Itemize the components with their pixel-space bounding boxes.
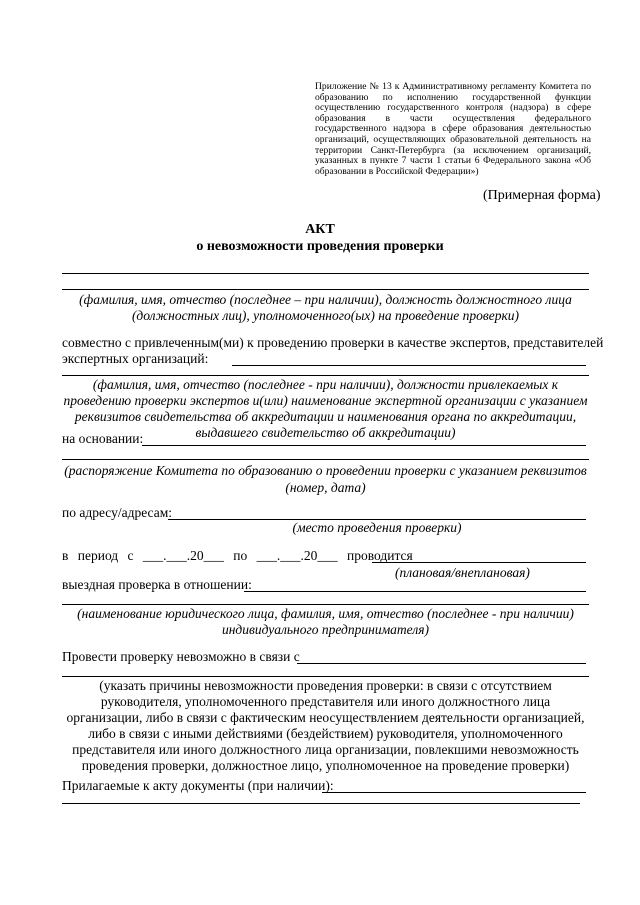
basis-field[interactable] [142,445,586,446]
sample-form-label: (Примерная форма) [483,188,601,203]
impossible-line[interactable] [62,676,589,677]
hint-experts: (фамилия, имя, отчество (последнее - при наличии), должности привлекаемых к проведению проверки экспертов и(или) наименование экспертной организации с указанием реквизитов свидетельства об аккредитации и наименования органа по аккредитации, выдавшего свидетельство об аккредитации) [63,377,588,440]
hint-period: (плановая/внеплановая) [395,565,530,580]
attachments-field[interactable] [322,792,586,793]
hint-basis: (распоряжение Комитета по образованию о проведении проверки с указанием реквизитов (номер, дата) [64,463,587,495]
period-text: в период с ___.___.20___ по ___.___.20___ проводится [62,548,413,563]
hint-onsite: (наименование юридического лица, фамилия, имя, отчество (последнее - при наличии) индивидуального предпринимателя) [77,606,574,637]
onsite-field[interactable] [244,591,586,592]
experts-text-2: экспертных организаций: [62,351,209,366]
hint-official: (фамилия, имя, отчество (последнее – при наличии), должность должностного лица (должностных лиц), уполномоченного(ых) на проведение проверки) [79,292,572,323]
attachments-label: Прилагаемые к акту документы (при наличии): [62,778,334,793]
basis-label: на основании: [62,431,144,446]
onsite-line[interactable] [62,604,589,605]
experts-line[interactable] [62,375,589,376]
onsite-label: выездная проверка в отношении: [62,577,252,592]
page-subtitle: о невозможности проведения проверки [196,239,444,254]
experts-field[interactable] [232,365,586,366]
impossible-field[interactable] [297,663,586,664]
hint-address: (место проведения проверки) [292,520,462,535]
period-field[interactable] [372,562,586,563]
address-label: по адресу/адресам: [62,505,172,520]
official-line-2[interactable] [62,289,589,290]
attachments-line[interactable] [62,803,580,804]
experts-text-1: совместно с привлеченным(ми) к проведению проверки в качестве экспертов, представителей [62,335,604,350]
impossible-label: Провести проверку невозможно в связи с [62,649,300,664]
basis-line[interactable] [62,459,589,460]
hint-reason: (указать причины невозможности проведения проверки: в связи с отсутствием руководителя, уполномоченного представителя или иного должностного лица организации, либо в связи с фактическим неосуществлением деятельности организацией, либо в связи с иными действиями (бездействием) руководителя, уполномоченного представителя или иного должностного лица организации, повлекшими невозможность проведения проверки, должностное лицо, уполномоченное на проведение проверки) [66,678,585,773]
page-title: АКТ [305,222,335,237]
appendix-note: Приложение № 13 к Административному регламенту Комитета по образованию по исполнению государственной функции осуществлению государственного контроля (надзора) в сфере образования в части осуществления федерального государственного надзора в сфере образования деятельностью организаций, осуществляющих образовательной деятельность на территории Санкт-Петербурга (за исключением организаций, указанных в пункте 7 части 1 статьи 6 Федерального закона «Об образовании в Российской Федерации») [315,81,591,177]
official-line-1[interactable] [62,273,589,274]
